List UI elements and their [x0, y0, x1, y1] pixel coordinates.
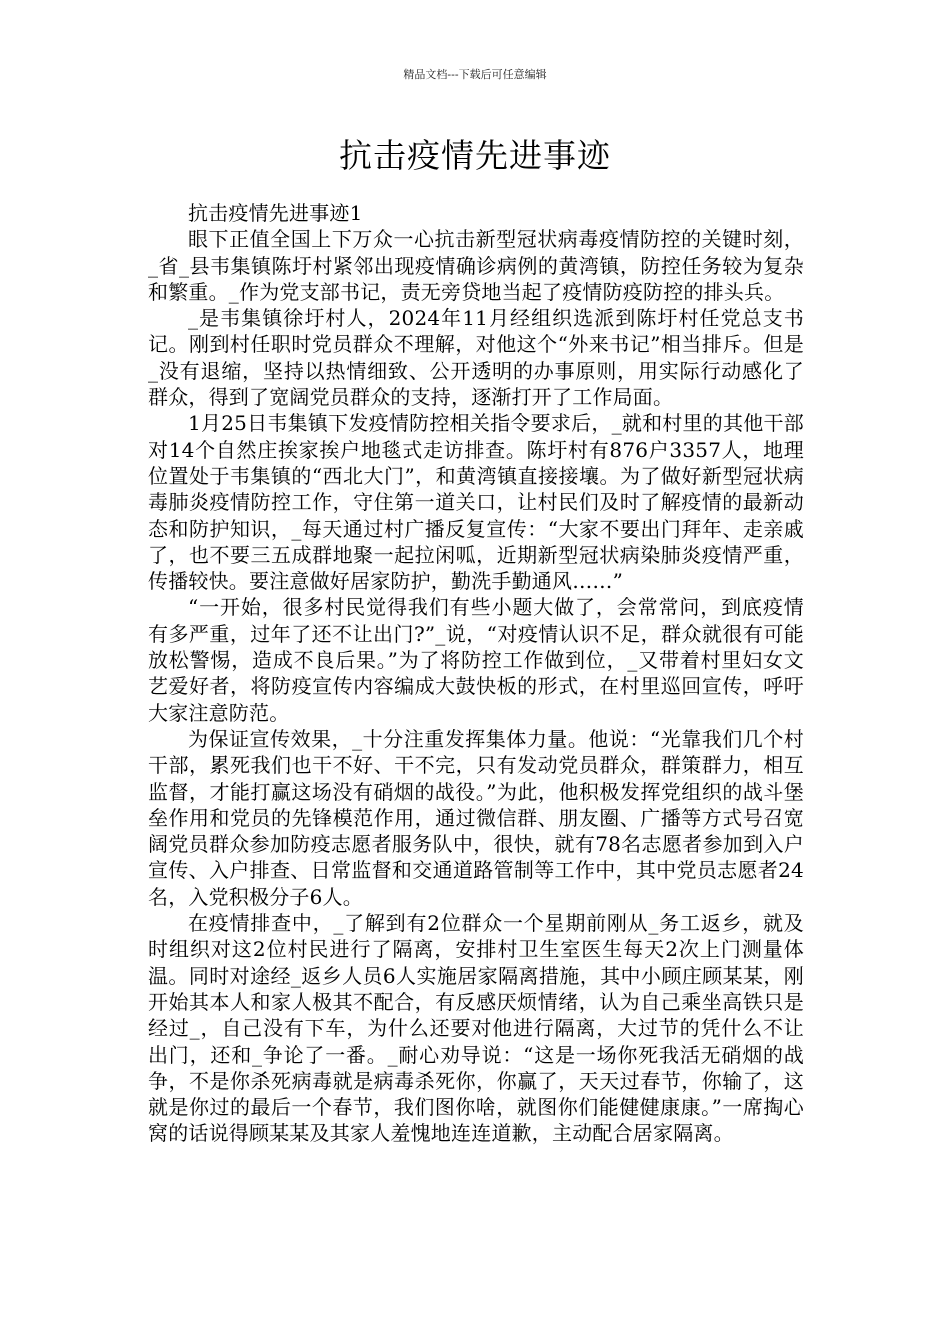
paragraph: 眼下正值全国上下万众一心抗击新型冠状病毒疫情防控的关键时刻，_省_县韦集镇陈圩村紧邻出现疫情确诊病例的黄湾镇，防控任务较为复杂和繁重。_作为党支部书记，责无旁贷地当起了疫情防疫防控的排头兵。: [148, 227, 804, 304]
document-title: 抗击疫情先进事迹: [339, 136, 611, 175]
paragraph: 1月25日韦集镇下发疫情防控相关指令要求后，_就和村里的其他干部对14个自然庄挨家挨户地毯式走访排查。陈圩村有876户3357人，地理位置处于韦集镇的“西北大门”，和黄湾镇直接接壤。为了做好新型冠状病毒肺炎疫情防控工作，守住第一道关口，让村民们及时了解疫情的最新动态和防护知识，_每天通过村广播反复宣传：“大家不要出门拜年、走亲戚了，也不要三五成群地聚一起拉闲呱，近期新型冠状病染肺炎疫情严重，传播较快。要注意做好居家防护，勤洗手勤通风……”: [148, 411, 804, 594]
paragraph: “一开始，很多村民觉得我们有些小题大做了，会常常问，到底疫情有多严重，过年了还不让出门?”_说，“对疫情认识不足，群众就很有可能放松警惕，造成不良后果。”为了将防控工作做到位，_又带着村里妇女文艺爱好者，将防疫宣传内容编成大鼓快板的形式，在村里巡回宣传，呼吁大家注意防范。: [148, 595, 804, 725]
paragraph: _是韦集镇徐圩村人，2024年11月经组织选派到陈圩村任党总支书记。刚到村任职时党员群众不理解，对他这个“外来书记”相当排斥。但是_没有退缩，坚持以热情细致、公开透明的办事原则，用实际行动感化了群众，得到了宽阔党员群众的支持，逐渐打开了工作局面。: [148, 306, 804, 410]
document-body: [148, 200, 804, 1147]
section-heading: 抗击疫情先进事迹1: [188, 201, 363, 225]
paragraph: 为保证宣传效果，_十分注重发挥集体力量。他说：“光靠我们几个村干部，累死我们也干不好、干不完，只有发动党员群众，群策群力，相互监督，才能打赢这场没有硝烟的战役。”为此，他积极发挥党组织的战斗堡垒作用和党员的先锋模范作用，通过微信群、朋友圈、广播等方式号召宽阔党员群众参加防疫志愿者服务队中，很快，就有78名志愿者参加到入户宣传、入户排查、日常监督和交通道路管制等工作中，其中党员志愿者24名，入党积极分子6人。: [148, 726, 804, 909]
paragraph: 在疫情排查中，_了解到有2位群众一个星期前刚从_务工返乡，就及时组织对这2位村民进行了隔离，安排村卫生室医生每天2次上门测量体温。同时对途经_返乡人员6人实施居家隔离措施，其中小顾庄顾某某，刚开始其本人和家人极其不配合，有反感厌烦情绪，认为自己乘坐高铁只是经过_，自己没有下车，为什么还要对他进行隔离，大过节的凭什么不让出门，还和_争论了一番。_耐心劝导说：“这是一场你死我活无硝烟的战争，不是你杀死病毒就是病毒杀死你，你赢了，天天过春节，你输了，这就是你过的最后一个春节，我们图你啥，就图你们能健健康康。”一席掏心窝的话说得顾某某及其家人羞愧地连连道歉，主动配合居家隔离。: [148, 911, 804, 1146]
header-note: 精品文档---下载后可任意编辑: [403, 68, 547, 81]
